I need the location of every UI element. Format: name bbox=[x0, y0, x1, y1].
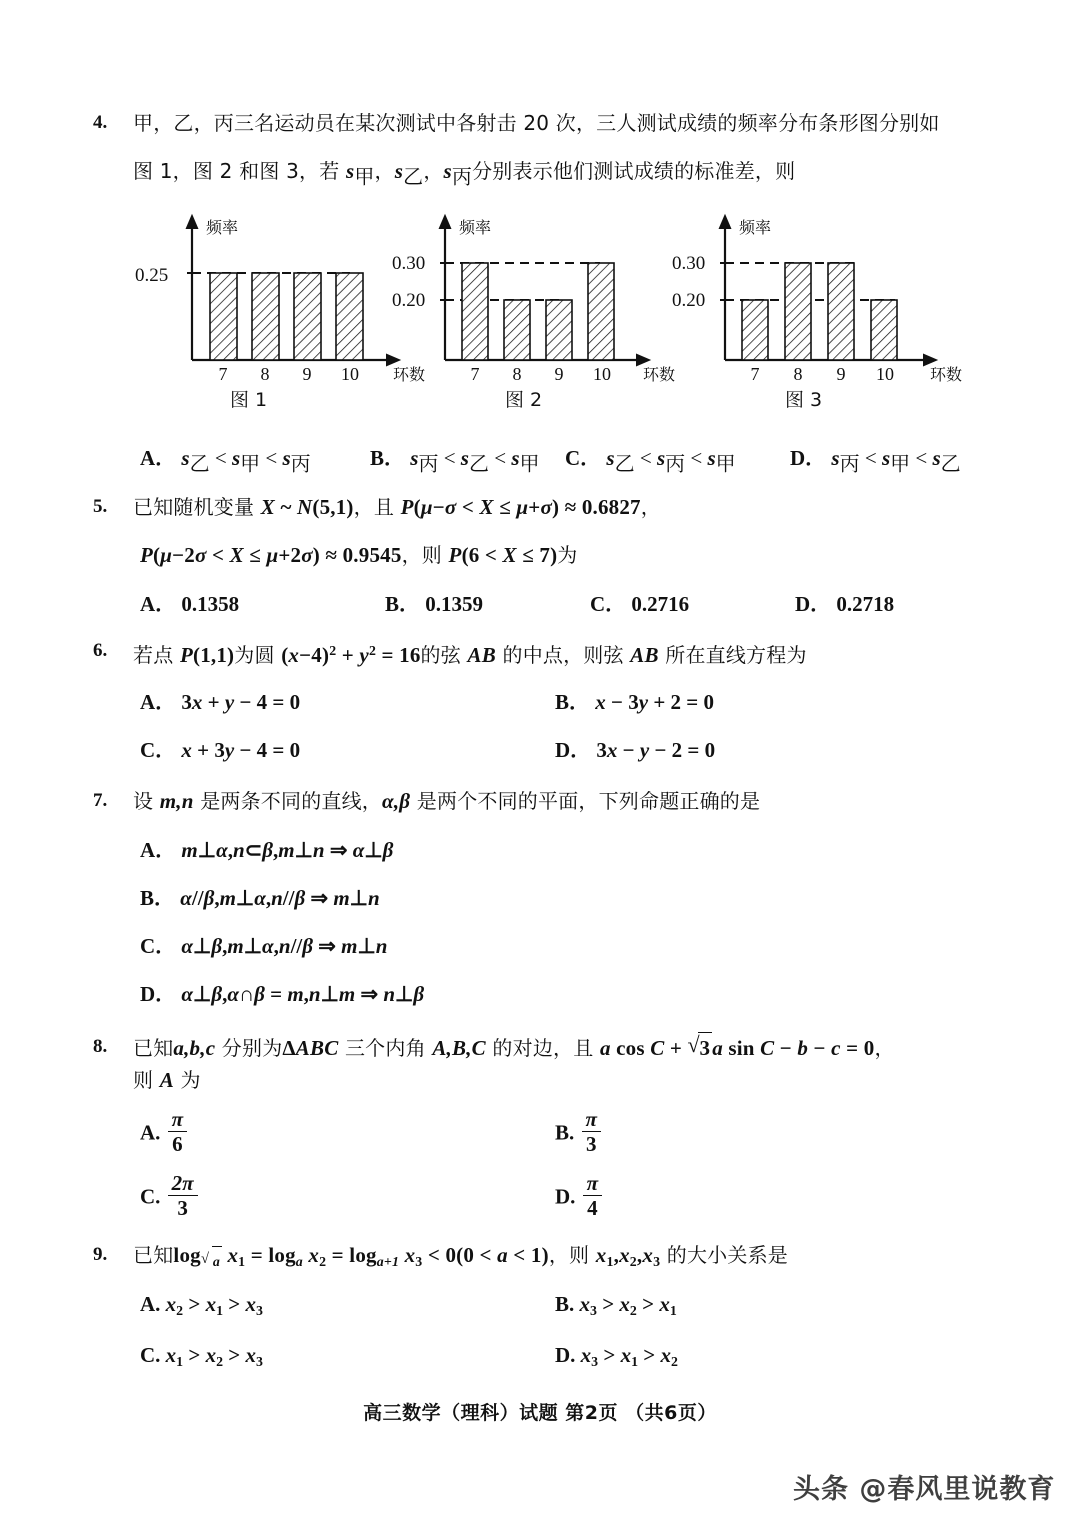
chart-3-xtick-10: 10 bbox=[876, 364, 894, 384]
option-d-label: D． bbox=[790, 446, 827, 470]
question-6-option-b[interactable]: B． x − 3y + 2 = 0 bbox=[555, 690, 714, 714]
question-5-option-a[interactable] bbox=[140, 588, 239, 618]
question-6-stem: 若点 P(1,1)为圆 $(x-4)^2 + y^2 = 16$的弦 AB 的中点，则弦 AB 所在直线方程为 bbox=[133, 643, 807, 668]
option-b-label: B． bbox=[385, 592, 421, 616]
chart-3-xtick-8: 8 bbox=[793, 364, 803, 384]
option-c-label: C． bbox=[565, 446, 602, 470]
option-d-label: D. bbox=[555, 1343, 576, 1367]
chart-1-xtick-10: 10 bbox=[341, 364, 359, 384]
question-4-option-c[interactable]: C． $s_乙 < s_丙 < s_甲$ bbox=[565, 446, 736, 476]
question-5-option-c[interactable] bbox=[590, 588, 689, 618]
chart-1-bar-7 bbox=[210, 273, 237, 360]
option-d-label: D． bbox=[140, 982, 177, 1006]
chart-3-xtick-7: 7 bbox=[750, 364, 760, 384]
chart-2-xtick-7: 7 bbox=[470, 364, 480, 384]
option-a-numerator: π bbox=[168, 1108, 187, 1132]
option-c-fraction bbox=[168, 1172, 198, 1219]
question-5-stem-line2: P(μ−2σ < X ≤ μ+2σ) ≈ 0.9545，则 P(6 < X ≤ 7)为 bbox=[140, 543, 578, 567]
option-d-numerator: π bbox=[583, 1172, 602, 1196]
chart-2-xtick-10: 10 bbox=[593, 364, 611, 384]
question-8-option-b[interactable] bbox=[555, 1108, 603, 1155]
chart-2-xtick-8: 8 bbox=[512, 364, 522, 384]
chart-1-ylabel: 频率 bbox=[206, 218, 239, 237]
chart-3-ytick-label-020: 0.20 bbox=[672, 290, 706, 311]
question-4-line-2-d: 分别表示他们测试成绩的标准差，则 bbox=[472, 159, 796, 183]
option-d-label: D. bbox=[555, 1184, 576, 1209]
chart-1-bar-9 bbox=[294, 273, 321, 360]
chart-2-bar-9 bbox=[546, 300, 572, 360]
question-8-option-c[interactable] bbox=[140, 1172, 200, 1219]
option-a-fraction bbox=[168, 1108, 187, 1155]
question-8-option-d[interactable] bbox=[555, 1172, 604, 1219]
chart-figure-1 bbox=[150, 205, 426, 385]
question-4-option-d[interactable]: D． $s_丙 < s_甲 < s_乙$ bbox=[790, 446, 961, 476]
chart-1-xtick-9: 9 bbox=[302, 364, 312, 384]
option-d-fraction bbox=[583, 1172, 602, 1219]
chart-3-bar-10 bbox=[871, 300, 897, 360]
question-4-line-2-b: ， bbox=[374, 159, 395, 183]
option-a-label: A． bbox=[140, 690, 177, 714]
question-4-number: 4. bbox=[93, 112, 108, 133]
chart-3-xlabel: 环数 bbox=[930, 365, 963, 384]
chart-3-caption: 图 3 bbox=[785, 389, 823, 411]
chart-2-bar-8 bbox=[504, 300, 530, 360]
option-d-text: 0.2718 bbox=[836, 592, 895, 616]
page-footer: 高三数学（理科）试题 第2页 （共6页） bbox=[363, 1402, 717, 1424]
question-5-number: 5. bbox=[93, 496, 108, 517]
chart-1-xlabel: 环数 bbox=[393, 365, 426, 384]
option-a-label: A． bbox=[140, 838, 177, 862]
s-bing-symbol: s bbox=[443, 159, 452, 183]
question-8-number: 8. bbox=[93, 1036, 108, 1057]
option-c-label: C. bbox=[140, 1343, 161, 1367]
chart-2-ylabel: 频率 bbox=[459, 218, 492, 237]
chart-2-caption: 图 2 bbox=[505, 389, 543, 411]
question-7-number: 7. bbox=[93, 790, 108, 811]
option-a-label: A． bbox=[140, 446, 177, 470]
option-a-label: A. bbox=[140, 1120, 161, 1145]
question-9-option-d[interactable]: D. $x_3 > x_1 > x_2$ bbox=[555, 1343, 678, 1369]
chart-1-caption: 图 1 bbox=[230, 389, 268, 411]
chart-1-xtick-8: 8 bbox=[260, 364, 270, 384]
question-7-option-c[interactable]: C． α⊥β,m⊥α,n//β ⇒ m⊥n bbox=[140, 934, 388, 958]
option-b-label: B. bbox=[555, 1120, 575, 1145]
question-9-stem: 已知log √ $_a$ $x_1 = \log_a x_2 = \log_{a+1} x_3 < 0(0 < a < 1)$，则 $x_1,x_2,x_3$ 的大小关系是 bbox=[133, 1240, 1013, 1277]
option-c-label: C． bbox=[140, 738, 177, 762]
s-bing-subscript: 丙 bbox=[451, 164, 473, 189]
question-9-option-c[interactable]: C. $x_1 > x_2 > x_3$ bbox=[140, 1343, 263, 1369]
question-8-stem-line1: 已知a,b,c 分别为ΔABC 三个内角 A,B,C 的对边，且 a cos C + √ 3a sin C − b − c = 0， bbox=[133, 1032, 1013, 1063]
chart-2-xtick-9: 9 bbox=[554, 364, 564, 384]
option-c-denominator: 3 bbox=[177, 1196, 188, 1221]
question-4-line-2-c: ， bbox=[423, 159, 444, 183]
option-c-label: C． bbox=[590, 592, 627, 616]
chart-1-bar-8 bbox=[252, 273, 279, 360]
chart-figure-2 bbox=[400, 205, 690, 385]
option-a-label: A. bbox=[140, 1292, 161, 1316]
question-4-line-2-a: 图 1，图 2 和图 3，若 bbox=[133, 159, 346, 183]
option-b-label: B． bbox=[140, 886, 176, 910]
s-jia-symbol: s bbox=[345, 159, 355, 183]
question-9-option-b[interactable]: B. $x_3 > x_2 > x_1$ bbox=[555, 1292, 677, 1318]
option-d-label: D． bbox=[555, 738, 592, 762]
s-yi-subscript: 乙 bbox=[403, 164, 424, 189]
watermark-attribution: 头条 @春风里说教育 bbox=[793, 1474, 1056, 1505]
question-7-stem: 设 m,n 是两条不同的直线，α,β 是两个不同的平面，下列命题正确的是 bbox=[133, 789, 761, 813]
s-jia-subscript: 甲 bbox=[354, 164, 375, 189]
chart-3-bar-7 bbox=[742, 300, 768, 360]
question-4-stem-line2 bbox=[133, 156, 993, 192]
option-b-denominator: 3 bbox=[586, 1132, 597, 1157]
question-8-stem-line2: 则 A 为 bbox=[133, 1068, 201, 1092]
question-5-option-b[interactable] bbox=[385, 588, 483, 618]
option-d-label: D． bbox=[795, 592, 832, 616]
question-4-option-a[interactable]: A． $s_乙 < s_甲 < s_丙$ bbox=[140, 446, 311, 476]
option-a-label: A． bbox=[140, 592, 177, 616]
option-a-text: 0.1358 bbox=[181, 592, 240, 616]
chart-2-bar-10 bbox=[588, 263, 614, 360]
chart-2-ytick-label-020: 0.20 bbox=[392, 290, 426, 311]
option-a-denominator: 6 bbox=[172, 1132, 183, 1157]
s-yi-symbol: s bbox=[394, 159, 404, 183]
question-5-option-d[interactable] bbox=[795, 588, 894, 618]
option-c-label: C. bbox=[140, 1184, 161, 1209]
chart-1-xtick-7: 7 bbox=[218, 364, 228, 384]
question-7-option-d[interactable]: D． α⊥β,α∩β = m,n⊥m ⇒ n⊥β bbox=[140, 982, 425, 1006]
option-c-label: C． bbox=[140, 934, 177, 958]
question-9-option-a[interactable]: A. $x_2 > x_1 > x_3$ bbox=[140, 1292, 263, 1318]
question-7-option-b[interactable]: B． α//β,m⊥α,n//β ⇒ m⊥n bbox=[140, 886, 380, 910]
question-7-option-a[interactable]: A． m⊥α,n⊂β,m⊥n ⇒ α⊥β bbox=[140, 838, 394, 862]
option-b-label: B． bbox=[370, 446, 406, 470]
chart-3-bar-9 bbox=[828, 263, 854, 360]
option-b-label: B. bbox=[555, 1292, 575, 1316]
chart-3-ylabel: 频率 bbox=[739, 218, 772, 237]
option-c-numerator: 2π bbox=[168, 1172, 198, 1196]
chart-2-ytick-label-030: 0.30 bbox=[392, 253, 426, 274]
chart-3-xtick-9: 9 bbox=[836, 364, 846, 384]
question-6-option-a[interactable]: A． 3x + y − 4 = 0 bbox=[140, 690, 301, 714]
option-b-text: 0.1359 bbox=[425, 592, 484, 616]
chart-2-xlabel: 环数 bbox=[643, 365, 676, 384]
option-b-label: B． bbox=[555, 690, 591, 714]
question-6-option-d[interactable]: D． 3x − y − 2 = 0 bbox=[555, 738, 716, 762]
chart-1-bar-10 bbox=[336, 273, 363, 360]
chart-3-ytick-label-030: 0.30 bbox=[672, 253, 706, 274]
question-6-number: 6. bbox=[93, 640, 108, 661]
question-8-option-a[interactable] bbox=[140, 1108, 189, 1155]
chart-3-bar-8 bbox=[785, 263, 811, 360]
option-b-numerator: π bbox=[582, 1108, 601, 1132]
question-5-stem-line1: 已知随机变量 X ~ N(5,1)，且 P(μ−σ < X ≤ μ+σ) ≈ 0.6827， bbox=[133, 495, 661, 519]
option-c-text: 0.2716 bbox=[631, 592, 690, 616]
option-d-denominator: 4 bbox=[587, 1196, 598, 1221]
question-6-option-c[interactable]: C． x + 3y − 4 = 0 bbox=[140, 738, 301, 762]
question-4-option-b[interactable]: B． $s_丙 < s_乙 < s_甲$ bbox=[370, 446, 540, 476]
chart-figure-3 bbox=[680, 205, 970, 385]
question-9-number: 9. bbox=[93, 1244, 108, 1265]
chart-1-ytick-label-025: 0.25 bbox=[135, 265, 169, 286]
question-4-line-1: 甲，乙，丙三名运动员在某次测试中各射击 20 次，三人测试成绩的频率分布条形图分别如 bbox=[133, 111, 940, 135]
option-b-fraction bbox=[582, 1108, 601, 1155]
chart-2-bar-7 bbox=[462, 263, 488, 360]
